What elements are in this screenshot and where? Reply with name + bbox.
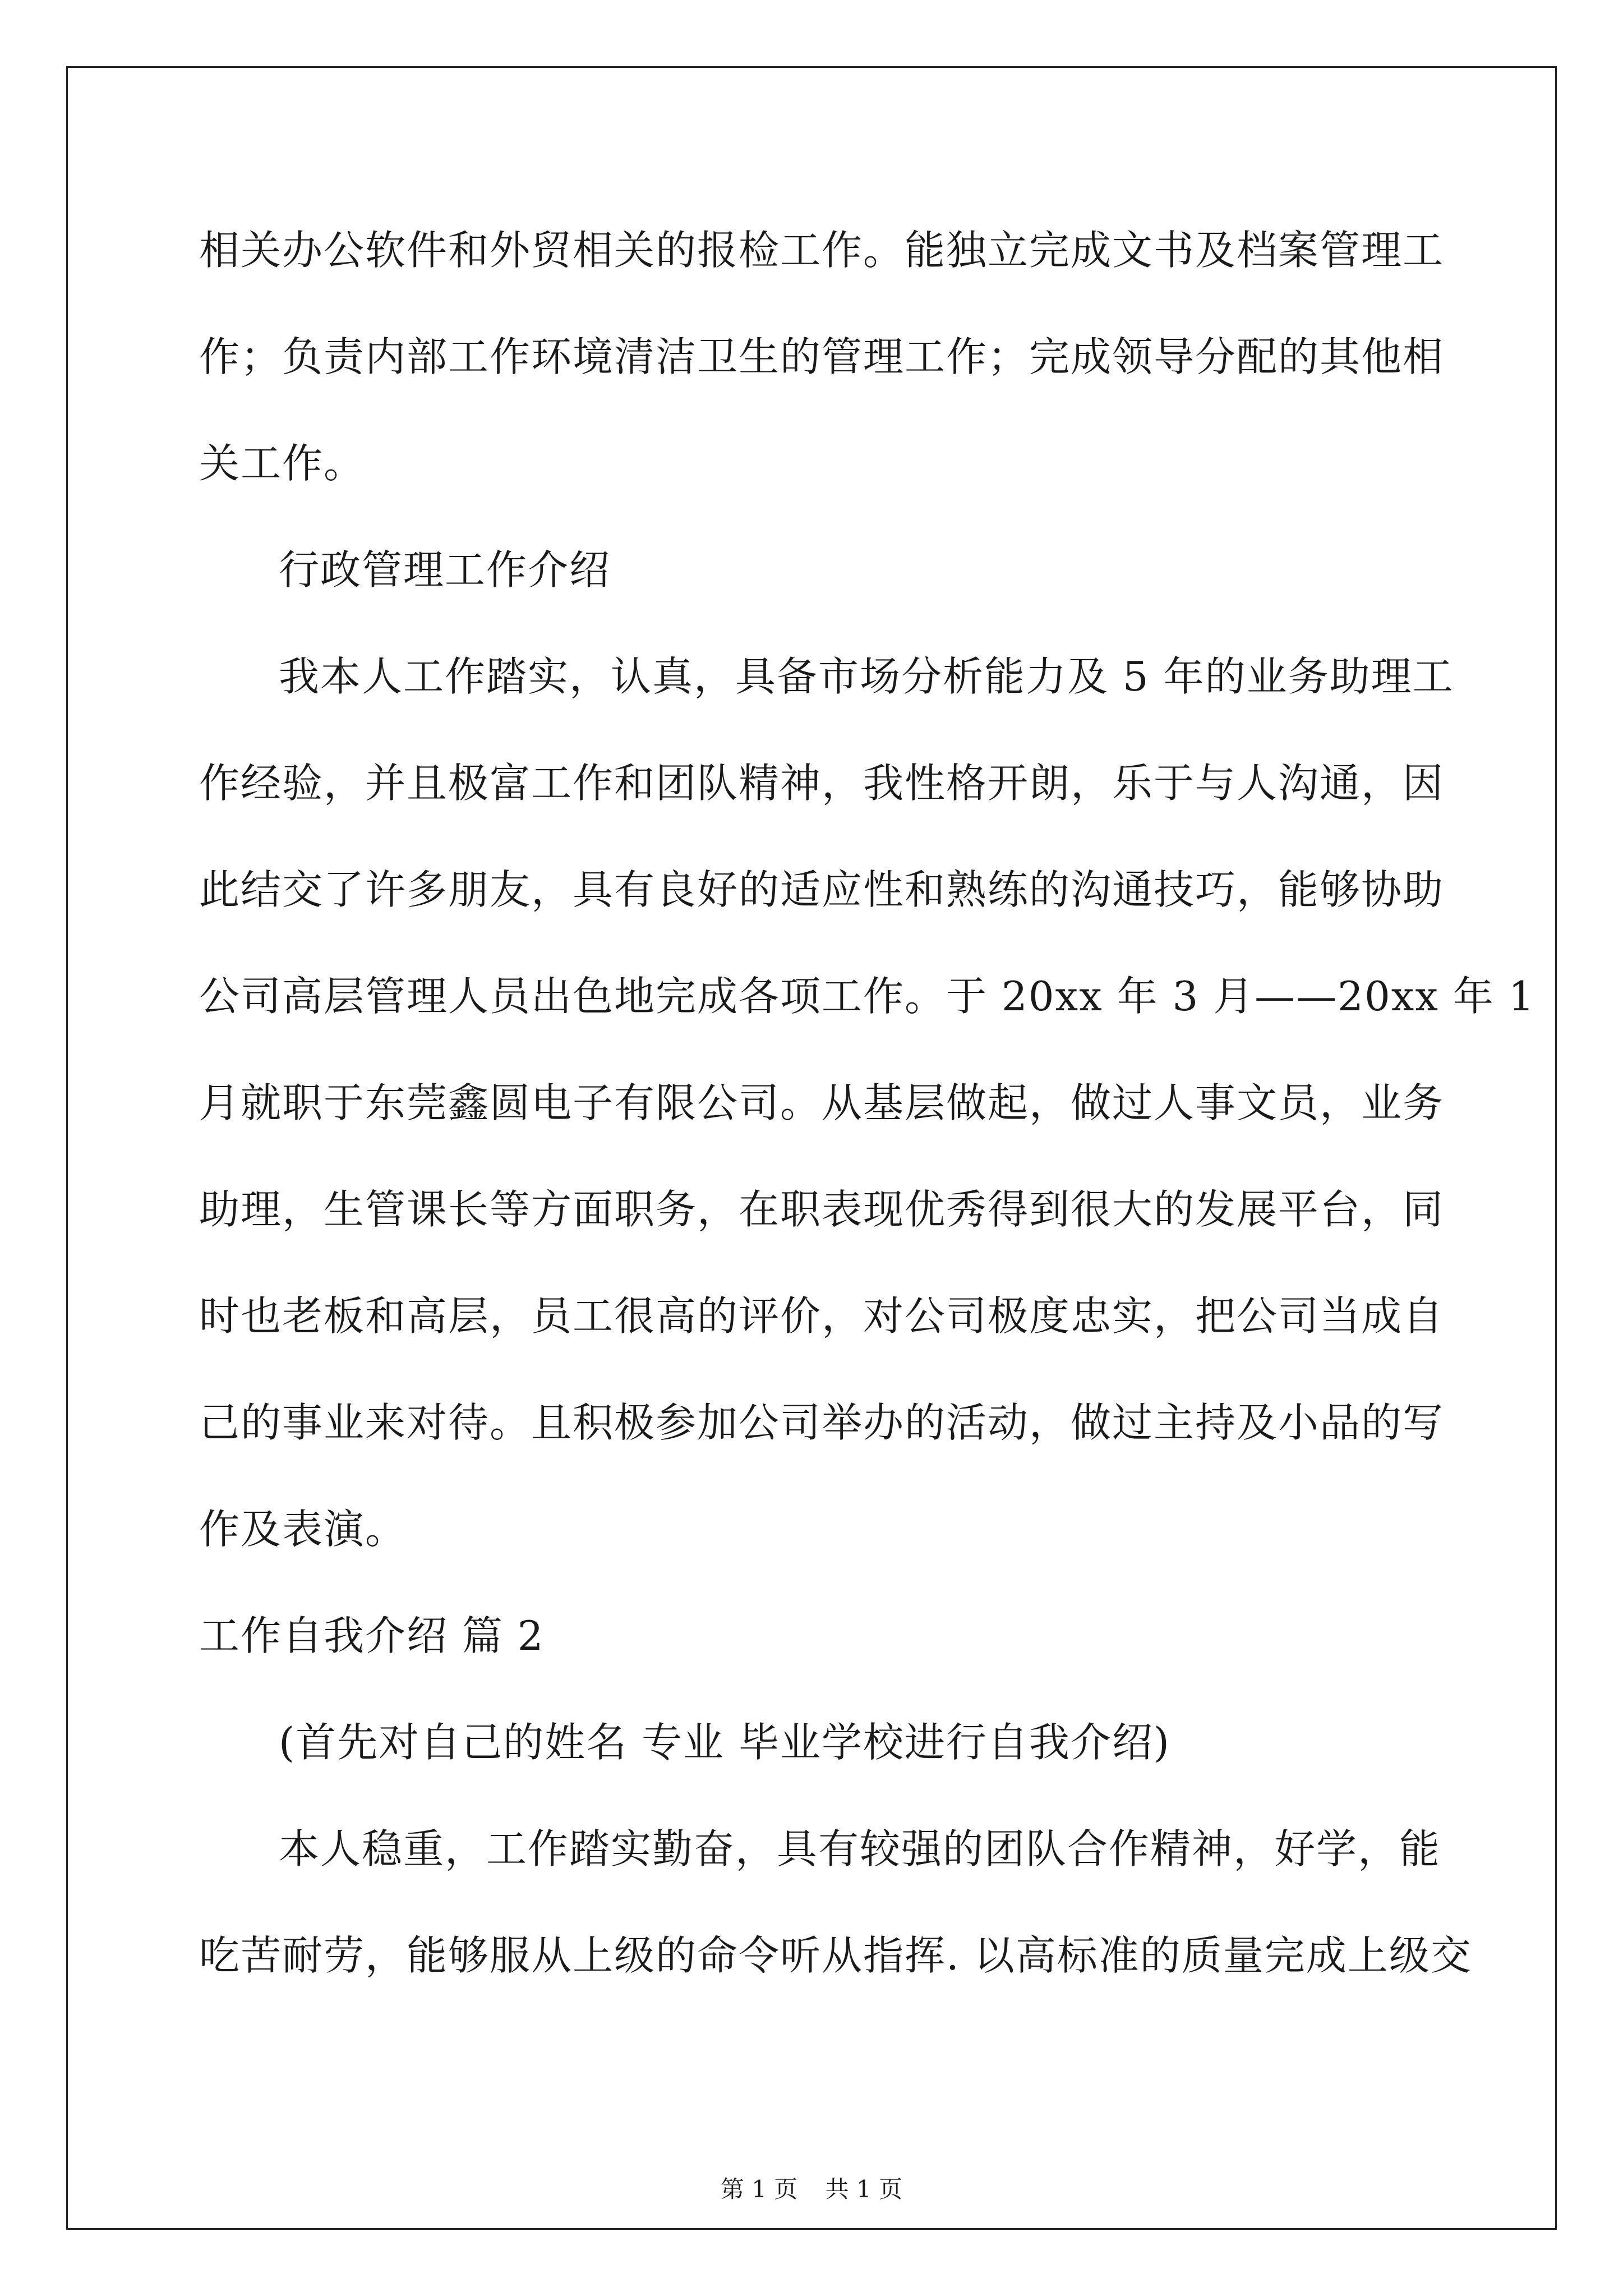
paragraph-line: 关工作。 xyxy=(199,440,366,487)
paragraph-line: 作经验，并且极富工作和团队精神，我性格开朗，乐于与人沟通，因 xyxy=(199,760,1445,807)
paragraph-line: 本人稳重，工作踏实勤奋，具有较强的团队合作精神，好学，能 xyxy=(279,1825,1441,1872)
section-heading: 工作自我介绍 篇 2 xyxy=(199,1612,545,1659)
page-border xyxy=(66,66,1557,2230)
paragraph-line: 时也老板和高层，员工很高的评价，对公司极度忠实，把公司当成自 xyxy=(199,1292,1445,1340)
paragraph-line: 己的事业来对待。且积极参加公司举办的活动，做过主持及小品的写 xyxy=(199,1399,1445,1446)
paragraph-line: 作；负责内部工作环境清洁卫生的管理工作；完成领导分配的其他相 xyxy=(199,333,1445,380)
paragraph-line: 我本人工作踏实，认真，具备市场分析能力及 5 年的业务助理工 xyxy=(279,653,1454,700)
page-footer xyxy=(0,2171,1623,2205)
paragraph-line: (首先对自己的姓名 专业 毕业学校进行自我介绍) xyxy=(279,1719,1170,1766)
paragraph-line: 月就职于东莞鑫圆电子有限公司。从基层做起，做过人事文员，业务 xyxy=(199,1079,1445,1126)
paragraph-line: 相关办公软件和外贸相关的报检工作。能独立完成文书及档案管理工 xyxy=(199,227,1445,274)
paragraph-line: 吃苦耐劳，能够服从上级的命令听从指挥. 以高标准的质量完成上级交 xyxy=(199,1932,1472,1979)
section-heading: 行政管理工作介绍 xyxy=(279,546,611,593)
page-total: 共 1 页 xyxy=(825,2175,903,2203)
paragraph-line: 此结交了许多朋友，具有良好的适应性和熟练的沟通技巧，能够协助 xyxy=(199,866,1445,913)
page-number: 第 1 页 xyxy=(720,2175,798,2203)
paragraph-line: 公司高层管理人员出色地完成各项工作。于 20xx 年 3 月——20xx 年 1 xyxy=(199,973,1536,1020)
paragraph-line: 助理，生管课长等方面职务，在职表现优秀得到很大的发展平台，同 xyxy=(199,1186,1445,1233)
paragraph-line: 作及表演。 xyxy=(199,1506,407,1553)
